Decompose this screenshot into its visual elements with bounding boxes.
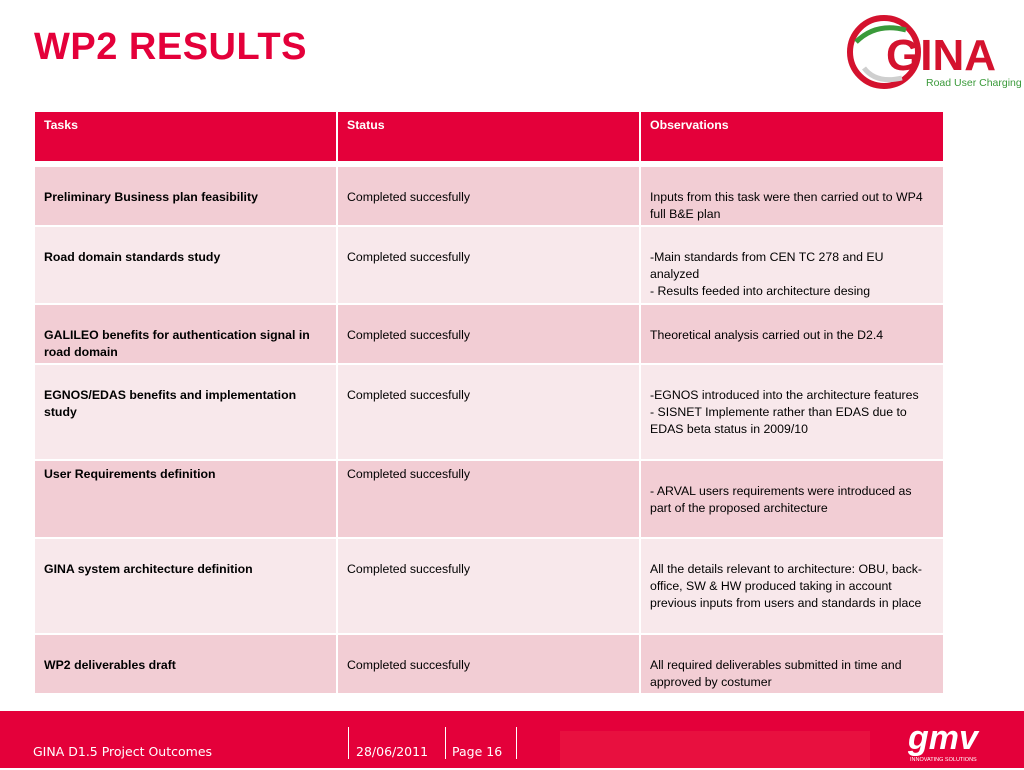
footer-divider: [348, 727, 349, 759]
footer-date: 28/06/2011: [356, 744, 429, 759]
page-title: WP2 RESULTS: [34, 26, 307, 68]
observation-line: All required deliverables submitted in time and approved by costumer: [650, 658, 902, 689]
footer-page-number: Page 16: [452, 744, 503, 759]
table-row: [34, 538, 944, 634]
gina-logo-tagline: Road User Charging: [926, 77, 1022, 89]
status-cell: Completed succesfully: [337, 166, 640, 226]
table-row: [34, 166, 944, 226]
table-row: [34, 634, 944, 694]
observation-line: All the details relevant to architecture: OBU, back-office, SW & HW produced taking in account previous inputs from users and standards in place: [650, 562, 923, 610]
task-cell: Preliminary Business plan feasibility: [34, 166, 337, 226]
observation-line: Theoretical analysis carried out in the D2.4: [650, 328, 884, 342]
gina-logo-name: GINA: [886, 31, 996, 80]
table-row: [34, 364, 944, 460]
status-cell: Completed succesfully: [337, 226, 640, 304]
observations-cell: [640, 304, 944, 364]
table-header-row: [34, 111, 944, 162]
observation-line: -Main standards from CEN TC 278 and EU analyzed: [650, 250, 884, 281]
status-cell: Completed succesfully: [337, 460, 640, 538]
footer-band: [560, 731, 870, 768]
observations-cell: [640, 634, 944, 694]
footer-divider: [516, 727, 517, 759]
observation-line: - Results feeded into architecture desing: [650, 284, 871, 298]
observations-cell: [640, 538, 944, 634]
header-status: Status: [337, 111, 640, 162]
table-row: [34, 304, 944, 364]
observations-cell: [640, 226, 944, 304]
observation-line: - ARVAL users requirements were introduced as part of the proposed architecture: [650, 484, 912, 515]
results-table: [33, 110, 945, 695]
status-cell: Completed succesfully: [337, 304, 640, 364]
task-cell: EGNOS/EDAS benefits and implementation study: [34, 364, 337, 460]
gmv-logo-wordmark: gmv: [908, 719, 978, 757]
task-cell: WP2 deliverables draft: [34, 634, 337, 694]
footer-divider: [445, 727, 446, 759]
gmv-logo: [904, 719, 1008, 765]
observation-line: -EGNOS introduced into the architecture features: [650, 388, 919, 402]
observations-cell: [640, 364, 944, 460]
table-row: [34, 460, 944, 538]
status-cell: Completed succesfully: [337, 364, 640, 460]
task-cell: User Requirements definition: [34, 460, 337, 538]
observations-cell: [640, 460, 944, 538]
task-cell: GINA system architecture definition: [34, 538, 337, 634]
task-cell: GALILEO benefits for authentication signal in road domain: [34, 304, 337, 364]
status-cell: Completed succesfully: [337, 634, 640, 694]
task-cell: Road domain standards study: [34, 226, 337, 304]
footer-bar: [0, 711, 1024, 768]
observation-line: - SISNET Implemente rather than EDAS due to EDAS beta status in 2009/10: [650, 405, 907, 436]
table-row: [34, 226, 944, 304]
gmv-logo-tagline: INNOVATING SOLUTIONS: [910, 757, 977, 763]
observations-cell: [640, 166, 944, 226]
observation-line: Inputs from this task were then carried out to WP4 full B&E plan: [650, 190, 923, 221]
gina-logo: [846, 12, 1022, 96]
header-observations: Observations: [640, 111, 944, 162]
header-tasks: Tasks: [34, 111, 337, 162]
footer-document-title: GINA D1.5 Project Outcomes: [33, 744, 213, 759]
status-cell: Completed succesfully: [337, 538, 640, 634]
